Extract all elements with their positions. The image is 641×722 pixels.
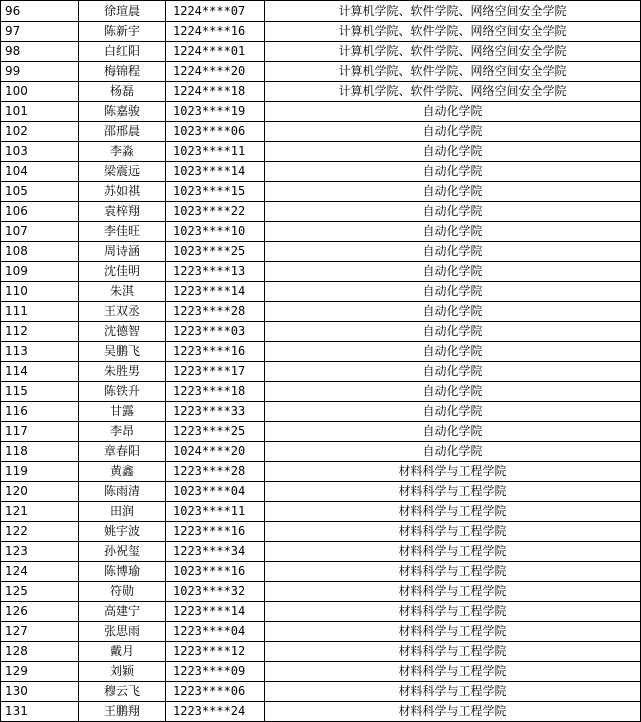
student-name-cell: 张思雨 (79, 622, 166, 642)
table-row (1, 542, 641, 562)
table-row (1, 702, 641, 722)
row-number-cell: 130 (1, 682, 79, 702)
student-name-cell: 李淼 (79, 142, 166, 162)
student-id-cell: 1223****14 (166, 282, 265, 302)
student-name-cell: 甘露 (79, 402, 166, 422)
student-name-cell: 李昂 (79, 422, 166, 442)
student-name-cell: 徐瑄晨 (79, 1, 166, 22)
student-id-cell: 1224****07 (166, 1, 265, 22)
college-cell: 自动化学院 (265, 262, 641, 282)
row-number-cell: 123 (1, 542, 79, 562)
student-name-cell: 邵邢晨 (79, 122, 166, 142)
college-cell: 自动化学院 (265, 242, 641, 262)
table-row (1, 102, 641, 122)
row-number-cell: 102 (1, 122, 79, 142)
student-name-cell: 杨磊 (79, 82, 166, 102)
student-name-cell: 吴鹏飞 (79, 342, 166, 362)
student-name-cell: 白红阳 (79, 42, 166, 62)
student-id-cell: 1223****25 (166, 422, 265, 442)
college-cell: 自动化学院 (265, 322, 641, 342)
college-cell: 自动化学院 (265, 122, 641, 142)
table-row (1, 82, 641, 102)
college-cell: 材料科学与工程学院 (265, 482, 641, 502)
row-number-cell: 98 (1, 42, 79, 62)
table-row (1, 402, 641, 422)
row-number-cell: 103 (1, 142, 79, 162)
student-id-cell: 1223****28 (166, 302, 265, 322)
table-row (1, 662, 641, 682)
table-row (1, 462, 641, 482)
student-id-cell: 1223****18 (166, 382, 265, 402)
student-id-cell: 1223****33 (166, 402, 265, 422)
college-cell: 自动化学院 (265, 222, 641, 242)
student-id-cell: 1023****10 (166, 222, 265, 242)
student-id-cell: 1224****18 (166, 82, 265, 102)
student-id-cell: 1224****16 (166, 22, 265, 42)
row-number-cell: 114 (1, 362, 79, 382)
student-name-cell: 刘颖 (79, 662, 166, 682)
row-number-cell: 99 (1, 62, 79, 82)
student-id-cell: 1224****01 (166, 42, 265, 62)
table-row (1, 422, 641, 442)
student-name-cell: 戴月 (79, 642, 166, 662)
student-name-cell: 李佳旺 (79, 222, 166, 242)
row-number-cell: 124 (1, 562, 79, 582)
student-id-cell: 1023****15 (166, 182, 265, 202)
table-row (1, 622, 641, 642)
student-name-cell: 田润 (79, 502, 166, 522)
college-cell: 材料科学与工程学院 (265, 682, 641, 702)
row-number-cell: 109 (1, 262, 79, 282)
college-cell: 自动化学院 (265, 442, 641, 462)
college-cell: 材料科学与工程学院 (265, 542, 641, 562)
college-cell: 材料科学与工程学院 (265, 562, 641, 582)
table-row (1, 222, 641, 242)
student-id-cell: 1223****28 (166, 462, 265, 482)
college-cell: 材料科学与工程学院 (265, 622, 641, 642)
student-name-cell: 陈博瑜 (79, 562, 166, 582)
row-number-cell: 115 (1, 382, 79, 402)
table-row (1, 502, 641, 522)
table-row (1, 302, 641, 322)
row-number-cell: 117 (1, 422, 79, 442)
student-id-cell: 1223****16 (166, 342, 265, 362)
college-cell: 自动化学院 (265, 282, 641, 302)
table-row (1, 482, 641, 502)
row-number-cell: 108 (1, 242, 79, 262)
college-cell: 自动化学院 (265, 422, 641, 442)
row-number-cell: 110 (1, 282, 79, 302)
table-row (1, 342, 641, 362)
row-number-cell: 113 (1, 342, 79, 362)
row-number-cell: 107 (1, 222, 79, 242)
student-id-cell: 1223****34 (166, 542, 265, 562)
student-id-cell: 1223****17 (166, 362, 265, 382)
row-number-cell: 97 (1, 22, 79, 42)
student-name-cell: 陈新宇 (79, 22, 166, 42)
college-cell: 材料科学与工程学院 (265, 662, 641, 682)
student-id-cell: 1223****06 (166, 682, 265, 702)
student-id-cell: 1023****11 (166, 142, 265, 162)
college-cell: 自动化学院 (265, 142, 641, 162)
student-id-cell: 1223****03 (166, 322, 265, 342)
student-name-cell: 苏如祺 (79, 182, 166, 202)
student-name-cell: 周诗涵 (79, 242, 166, 262)
college-cell: 材料科学与工程学院 (265, 602, 641, 622)
table-row (1, 202, 641, 222)
row-number-cell: 127 (1, 622, 79, 642)
student-id-cell: 1023****32 (166, 582, 265, 602)
table-row (1, 642, 641, 662)
college-cell: 计算机学院、软件学院、网络空间安全学院 (265, 22, 641, 42)
student-name-cell: 陈雨清 (79, 482, 166, 502)
row-number-cell: 126 (1, 602, 79, 622)
row-number-cell: 100 (1, 82, 79, 102)
row-number-cell: 121 (1, 502, 79, 522)
row-number-cell: 120 (1, 482, 79, 502)
row-number-cell: 112 (1, 322, 79, 342)
table-row (1, 382, 641, 402)
student-name-cell: 高建宁 (79, 602, 166, 622)
student-id-cell: 1223****04 (166, 622, 265, 642)
student-name-cell: 陈嘉骏 (79, 102, 166, 122)
college-cell: 自动化学院 (265, 382, 641, 402)
college-cell: 计算机学院、软件学院、网络空间安全学院 (265, 1, 641, 22)
student-name-cell: 黄鑫 (79, 462, 166, 482)
row-number-cell: 119 (1, 462, 79, 482)
college-cell: 自动化学院 (265, 202, 641, 222)
student-name-cell: 姚宇波 (79, 522, 166, 542)
student-id-cell: 1224****20 (166, 62, 265, 82)
student-name-cell: 王双丞 (79, 302, 166, 322)
student-id-cell: 1023****11 (166, 502, 265, 522)
row-number-cell: 128 (1, 642, 79, 662)
college-cell: 自动化学院 (265, 302, 641, 322)
student-name-cell: 朱胜男 (79, 362, 166, 382)
student-name-cell: 梅锦程 (79, 62, 166, 82)
student-id-cell: 1223****13 (166, 262, 265, 282)
table-row (1, 362, 641, 382)
table-row (1, 42, 641, 62)
student-name-cell: 穆云飞 (79, 682, 166, 702)
student-name-cell: 袁梓翔 (79, 202, 166, 222)
table-row (1, 262, 641, 282)
student-name-cell: 王鹏翔 (79, 702, 166, 722)
college-cell: 自动化学院 (265, 102, 641, 122)
table-row (1, 122, 641, 142)
table-row (1, 182, 641, 202)
student-id-cell: 1023****16 (166, 562, 265, 582)
row-number-cell: 129 (1, 662, 79, 682)
college-cell: 材料科学与工程学院 (265, 502, 641, 522)
row-number-cell: 111 (1, 302, 79, 322)
table-body (1, 1, 641, 722)
table-row (1, 582, 641, 602)
table-row (1, 322, 641, 342)
table-row (1, 522, 641, 542)
college-cell: 计算机学院、软件学院、网络空间安全学院 (265, 42, 641, 62)
row-number-cell: 106 (1, 202, 79, 222)
college-cell: 自动化学院 (265, 182, 641, 202)
table-row (1, 142, 641, 162)
row-number-cell: 122 (1, 522, 79, 542)
row-number-cell: 104 (1, 162, 79, 182)
row-number-cell: 105 (1, 182, 79, 202)
table-row (1, 242, 641, 262)
college-cell: 自动化学院 (265, 402, 641, 422)
table-row (1, 1, 641, 22)
student-name-cell: 陈铁升 (79, 382, 166, 402)
student-id-cell: 1023****19 (166, 102, 265, 122)
college-cell: 自动化学院 (265, 342, 641, 362)
student-name-cell: 沈德智 (79, 322, 166, 342)
row-number-cell: 118 (1, 442, 79, 462)
table-row (1, 602, 641, 622)
student-id-cell: 1223****16 (166, 522, 265, 542)
table-row (1, 282, 641, 302)
student-id-cell: 1023****22 (166, 202, 265, 222)
college-cell: 材料科学与工程学院 (265, 702, 641, 722)
college-cell: 计算机学院、软件学院、网络空间安全学院 (265, 82, 641, 102)
student-id-cell: 1023****04 (166, 482, 265, 502)
table-row (1, 22, 641, 42)
table-row (1, 442, 641, 462)
row-number-cell: 125 (1, 582, 79, 602)
student-name-cell: 符勋 (79, 582, 166, 602)
student-id-cell: 1023****25 (166, 242, 265, 262)
student-name-cell: 沈佳明 (79, 262, 166, 282)
college-cell: 材料科学与工程学院 (265, 462, 641, 482)
college-cell: 材料科学与工程学院 (265, 582, 641, 602)
student-id-cell: 1223****14 (166, 602, 265, 622)
student-id-cell: 1024****20 (166, 442, 265, 462)
college-cell: 材料科学与工程学院 (265, 522, 641, 542)
student-name-cell: 朱淇 (79, 282, 166, 302)
row-number-cell: 101 (1, 102, 79, 122)
student-id-cell: 1023****14 (166, 162, 265, 182)
student-name-cell: 梁震远 (79, 162, 166, 182)
table-row (1, 62, 641, 82)
student-id-cell: 1023****06 (166, 122, 265, 142)
table-row (1, 562, 641, 582)
student-id-cell: 1223****09 (166, 662, 265, 682)
student-id-cell: 1223****24 (166, 702, 265, 722)
student-id-cell: 1223****12 (166, 642, 265, 662)
table-row (1, 682, 641, 702)
student-name-cell: 章春阳 (79, 442, 166, 462)
college-cell: 计算机学院、软件学院、网络空间安全学院 (265, 62, 641, 82)
college-cell: 自动化学院 (265, 362, 641, 382)
row-number-cell: 131 (1, 702, 79, 722)
college-cell: 自动化学院 (265, 162, 641, 182)
student-name-cell: 孙祝玺 (79, 542, 166, 562)
row-number-cell: 116 (1, 402, 79, 422)
row-number-cell: 96 (1, 1, 79, 22)
table-row (1, 162, 641, 182)
college-cell: 材料科学与工程学院 (265, 642, 641, 662)
